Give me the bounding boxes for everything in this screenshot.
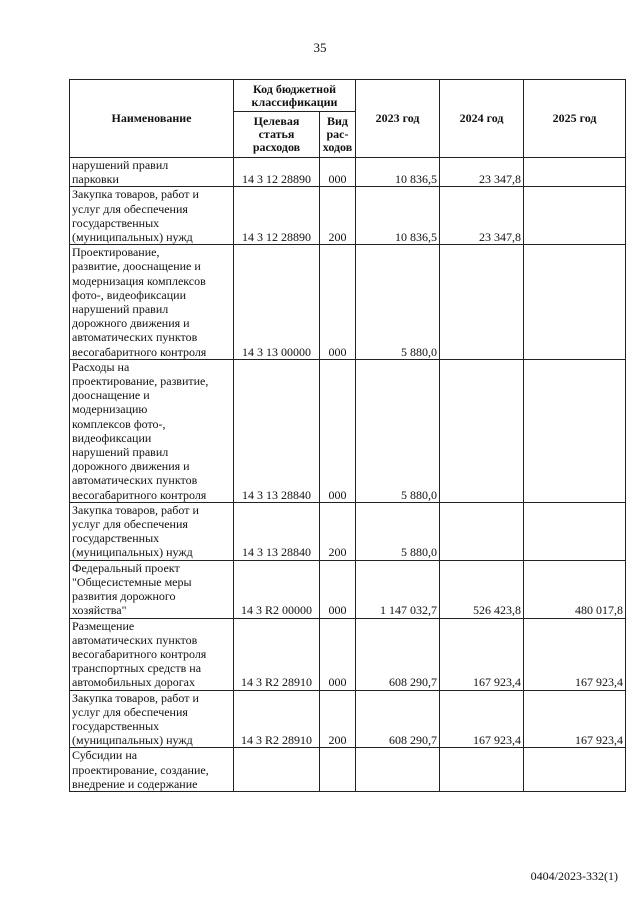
row-target-article: 14 3 13 28840	[234, 359, 320, 502]
row-name	[70, 187, 234, 245]
table-row	[70, 359, 626, 502]
row-expense-kind: 000	[320, 359, 356, 502]
row-value-2023: 10 836,5	[356, 158, 440, 187]
row-value-2024: 167 923,4	[440, 690, 524, 748]
table-row	[70, 187, 626, 245]
row-target-article: 14 3 13 00000	[234, 245, 320, 360]
row-name-text: Субсидии на проектирование, создание, внедрение и содержание	[72, 748, 209, 791]
row-value-2024: 23 347,8	[440, 158, 524, 187]
row-value-2025	[524, 245, 626, 360]
table-row	[70, 502, 626, 560]
row-name-text: Размещение автоматических пунктов весогабаритного контроля транспортных средств на автомобильных дорогах	[72, 618, 207, 690]
row-expense-kind: 200	[320, 690, 356, 748]
row-expense-kind: 200	[320, 502, 356, 560]
header-2024: 2024 год	[440, 80, 524, 158]
header-name: Наименование	[70, 80, 234, 158]
table-row	[70, 245, 626, 360]
row-value-2024: 526 423,8	[440, 560, 524, 618]
row-name	[70, 245, 234, 360]
row-value-2024	[440, 359, 524, 502]
row-name-text: Расходы на проектирование, развитие, дооснащение и модернизацию комплексов фото-, видеофиксации нарушений правил дорожного движения и автоматических пунктов весогабаритного контроля	[72, 359, 209, 502]
row-value-2023: 1 147 032,7	[356, 560, 440, 618]
header-2025: 2025 год	[524, 80, 626, 158]
row-value-2025: 167 923,4	[524, 690, 626, 748]
row-value-2025	[524, 748, 626, 792]
header-2023: 2023 год	[356, 80, 440, 158]
row-value-2025: 167 923,4	[524, 618, 626, 690]
row-value-2023: 10 836,5	[356, 187, 440, 245]
row-target-article: 14 3 12 28890	[234, 158, 320, 187]
row-value-2024	[440, 502, 524, 560]
row-expense-kind: 000	[320, 618, 356, 690]
table-row	[70, 748, 626, 792]
row-target-article: 14 3 R2 28910	[234, 618, 320, 690]
row-value-2023	[356, 748, 440, 792]
row-value-2025	[524, 502, 626, 560]
row-target-article: 14 3 13 28840	[234, 502, 320, 560]
row-value-2024: 23 347,8	[440, 187, 524, 245]
row-name-text: Закупка товаров, работ и услуг для обеспечения государственных (муниципальных) нужд	[72, 690, 199, 748]
row-value-2025	[524, 359, 626, 502]
row-value-2023: 5 880,0	[356, 245, 440, 360]
row-expense-kind: 000	[320, 245, 356, 360]
budget-table	[69, 79, 626, 792]
row-name-text: Закупка товаров, работ и услуг для обеспечения государственных (муниципальных) нужд	[72, 502, 199, 560]
row-value-2025: 480 017,8	[524, 560, 626, 618]
document-code: 0404/2023-332(1)	[530, 869, 618, 883]
row-value-2023: 5 880,0	[356, 502, 440, 560]
row-target-article: 14 3 12 28890	[234, 187, 320, 245]
row-expense-kind: 000	[320, 158, 356, 187]
row-name	[70, 618, 234, 690]
row-name	[70, 502, 234, 560]
row-value-2024: 167 923,4	[440, 618, 524, 690]
row-value-2023: 5 880,0	[356, 359, 440, 502]
row-name-text: Проектирование, развитие, дооснащение и модернизация комплексов фото-, видеофиксации нарушений правил дорожного движения и автоматических пунктов весогабаритного контроля	[72, 245, 207, 359]
row-name-text: Федеральный проект "Общесистемные меры развития дорожного хозяйства"	[72, 560, 192, 618]
row-name-text: нарушений правил парковки	[72, 158, 169, 187]
row-name-text: Закупка товаров, работ и услуг для обеспечения государственных (муниципальных) нужд	[72, 187, 199, 245]
row-target-article	[234, 748, 320, 792]
row-expense-kind: 200	[320, 187, 356, 245]
header-target-article: Целевая статья расходов	[234, 112, 320, 158]
row-target-article: 14 3 R2 28910	[234, 690, 320, 748]
header-code-group: Код бюджетной классификации	[234, 80, 356, 112]
table-row	[70, 690, 626, 748]
table-row	[70, 560, 626, 618]
row-value-2023: 608 290,7	[356, 618, 440, 690]
row-expense-kind	[320, 748, 356, 792]
row-value-2024	[440, 245, 524, 360]
row-expense-kind: 000	[320, 560, 356, 618]
row-target-article: 14 3 R2 00000	[234, 560, 320, 618]
row-name	[70, 748, 234, 792]
header-expense-kind: Вид рас-ходов	[320, 112, 356, 158]
row-value-2025	[524, 158, 626, 187]
row-name	[70, 560, 234, 618]
row-name	[70, 158, 234, 187]
table-row	[70, 158, 626, 187]
page-number: 35	[313, 40, 327, 55]
row-value-2024	[440, 748, 524, 792]
row-value-2025	[524, 187, 626, 245]
row-name	[70, 359, 234, 502]
row-name	[70, 690, 234, 748]
table-row	[70, 618, 626, 690]
row-value-2023: 608 290,7	[356, 690, 440, 748]
